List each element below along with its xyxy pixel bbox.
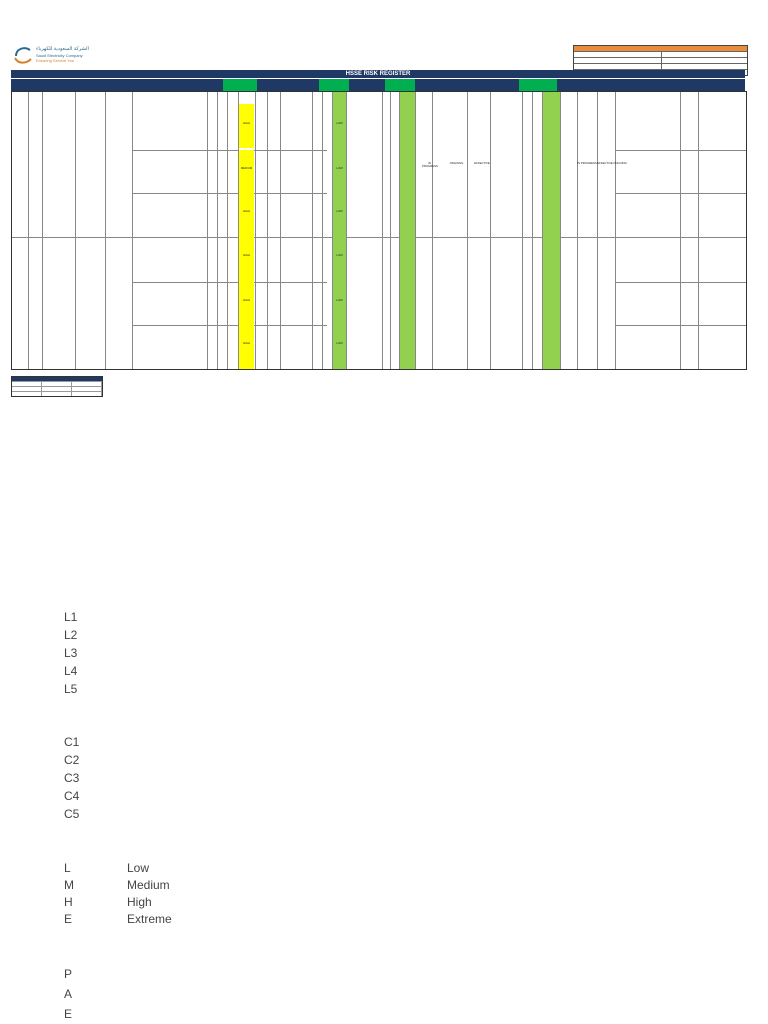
residual-rating-text: LOW xyxy=(336,341,343,345)
risk-level-code: M xyxy=(64,878,74,892)
residual-rating-text: LOW xyxy=(336,121,343,125)
likelihood-code: L2 xyxy=(64,628,78,642)
residual-rating-text: LOW xyxy=(336,166,343,170)
residual-rating-text: LOW xyxy=(336,253,343,257)
status-code: P xyxy=(64,967,73,981)
risk-level-label: High xyxy=(127,895,152,909)
consequence-code: C5 xyxy=(64,807,80,821)
residual-rating-text: LOW xyxy=(336,298,343,302)
likelihood-code: L4 xyxy=(64,664,78,678)
status-label: EFFECTIVE xyxy=(597,161,613,165)
info-row xyxy=(574,51,747,57)
risk-levels-list xyxy=(64,860,172,928)
risk-rating-cell xyxy=(239,104,254,148)
company-name-arabic: الشركة السعودية للكهرباء xyxy=(36,46,89,52)
risk-rating-text: HIGH xyxy=(243,341,250,345)
likelihood-code: L5 xyxy=(64,682,78,696)
risk-level-label: Medium xyxy=(127,878,170,892)
status-codes-list xyxy=(64,964,72,1024)
likelihood-code: L1 xyxy=(64,610,78,624)
risk-rating-cell xyxy=(239,237,254,282)
status-label: IN PROGRESS xyxy=(422,161,438,169)
risk-rating-text: HIGH xyxy=(243,253,250,257)
logo-swoosh-icon xyxy=(12,44,34,66)
consequence-codes-list xyxy=(64,733,79,823)
likelihood-code: L3 xyxy=(64,646,78,660)
risk-level-label: Low xyxy=(127,861,150,875)
company-tagline: Ensuring Service You xyxy=(36,58,75,63)
residual-column xyxy=(333,92,346,369)
risk-rating-cell xyxy=(239,282,254,325)
likelihood-codes-list xyxy=(64,608,77,698)
residual-column xyxy=(543,92,560,369)
rating-legend-table xyxy=(11,376,103,397)
risk-register-table xyxy=(11,91,747,370)
risk-level-row xyxy=(64,877,172,894)
status-label: EFFECTIVE xyxy=(474,161,490,165)
risk-level-code: E xyxy=(64,912,73,926)
risk-rating-text: HIGH xyxy=(243,121,250,125)
risk-rating-cell xyxy=(239,325,254,369)
status-code: A xyxy=(64,987,73,1001)
risk-level-label: Extreme xyxy=(127,912,172,926)
consequence-code: C1 xyxy=(64,735,80,749)
page-title: HSSE RISK REGISTER xyxy=(11,70,745,78)
status-label: ONGOING xyxy=(613,161,627,165)
risk-rating-text: MEDIUM xyxy=(240,166,253,170)
register-header-row xyxy=(11,78,745,92)
residual-rating-text: LOW xyxy=(336,209,343,213)
status-label: ONGOING xyxy=(449,161,464,165)
company-logo xyxy=(12,44,102,66)
risk-level-code: H xyxy=(64,895,73,909)
status-label: IN PROGRESS xyxy=(577,161,597,165)
risk-level-row xyxy=(64,911,172,928)
status-code: E xyxy=(64,1007,73,1021)
company-name-english: Saudi Electricity Company xyxy=(36,53,83,58)
risk-level-row xyxy=(64,860,172,877)
info-row xyxy=(574,57,747,63)
consequence-code: C2 xyxy=(64,753,80,767)
risk-rating-text: HIGH xyxy=(243,298,250,302)
residual-column xyxy=(400,92,415,369)
risk-rating-cell xyxy=(239,150,254,193)
consequence-code: C3 xyxy=(64,771,80,785)
risk-level-code: L xyxy=(64,861,71,875)
risk-rating-cell xyxy=(239,193,254,237)
consequence-code: C4 xyxy=(64,789,80,803)
risk-level-row xyxy=(64,894,172,911)
info-row xyxy=(574,63,747,69)
risk-rating-text: HIGH xyxy=(243,209,250,213)
